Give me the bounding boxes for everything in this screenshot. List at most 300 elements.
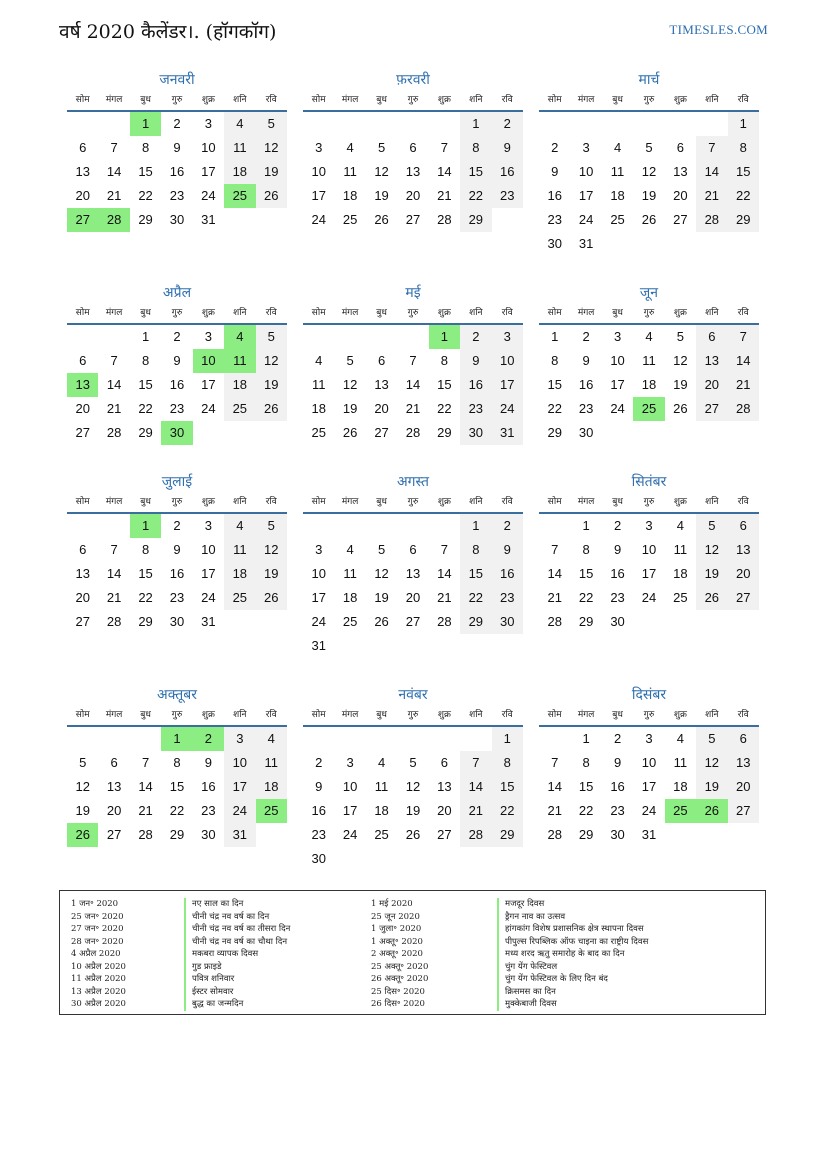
holiday-name: मुक्केबाजी दिवस — [497, 998, 648, 1011]
day-cell: 30 — [547, 236, 562, 251]
day-cell: 23 — [610, 803, 625, 818]
weekend-day: 26 — [256, 397, 287, 421]
empty-cell — [303, 112, 334, 136]
empty-cell — [665, 112, 696, 136]
weekday-label: रवि — [501, 710, 513, 720]
day-cell: 19 — [641, 188, 657, 203]
day-cell: 16 — [610, 566, 625, 581]
day-cell: 14 — [437, 566, 452, 581]
weekday-header — [303, 492, 523, 514]
weekday-label: मंगल — [341, 95, 359, 105]
day-cell: 2 — [173, 329, 181, 344]
weekday-label: शनि — [233, 308, 247, 318]
weekday-label: बुध — [140, 308, 151, 318]
weekday-label: बुध — [612, 308, 623, 318]
day-cell: 10 — [201, 140, 216, 155]
day-cell: 1 — [141, 329, 150, 344]
empty-cell — [397, 112, 428, 136]
weekend-day: 8 — [728, 136, 759, 160]
weekend-day: 15 — [460, 160, 491, 184]
day-cell: 31 — [201, 614, 216, 629]
day-cell: 5 — [377, 542, 386, 557]
weekday-label: रवि — [501, 308, 513, 318]
weekday-label: बुध — [376, 710, 387, 720]
weekend-day: 25 — [224, 397, 255, 421]
empty-cell — [67, 325, 98, 349]
empty-cell — [334, 112, 365, 136]
day-cell: 15 — [138, 377, 153, 392]
empty-cell — [303, 325, 334, 349]
holiday-name: चीनी चंद्र नव वर्ष का चौथा दिन — [184, 936, 290, 949]
empty-cell — [366, 727, 397, 751]
day-cell: 18 — [342, 188, 358, 203]
holiday-name: चुंग येंग फेस्टिवल — [497, 961, 648, 974]
day-cell: 7 — [141, 755, 150, 770]
day-cell: 9 — [582, 353, 590, 368]
day-cell: 29 — [138, 212, 153, 227]
weekend-day: 5 — [256, 514, 287, 538]
empty-cell — [98, 514, 129, 538]
day-cell: 3 — [204, 518, 213, 533]
weekday-label: शुक्र — [437, 95, 451, 105]
day-grid — [539, 514, 759, 634]
day-cell: 9 — [173, 140, 181, 155]
day-cell: 22 — [138, 401, 153, 416]
day-cell: 25 — [673, 590, 688, 605]
day-cell: 6 — [409, 542, 417, 557]
day-cell: 12 — [673, 353, 688, 368]
weekday-label: सोम — [547, 710, 562, 720]
weekend-day: 29 — [728, 208, 759, 232]
holiday-day: 28 — [98, 208, 129, 232]
day-cell: 30 — [610, 614, 625, 629]
weekend-day: 4 — [224, 112, 255, 136]
day-grid — [67, 325, 287, 445]
day-cell: 8 — [582, 542, 590, 557]
weekday-label: बुध — [140, 497, 151, 507]
day-cell: 9 — [204, 755, 213, 770]
weekend-day: 16 — [460, 373, 491, 397]
weekday-label: शुक्र — [201, 95, 215, 105]
weekday-label: शनि — [705, 308, 719, 318]
holiday-name: मकबरा व्यापक दिवस — [184, 948, 290, 961]
weekday-label: बुध — [140, 95, 151, 105]
day-cell: 18 — [311, 401, 326, 416]
holiday-date: 1 जुला॰ 2020 — [371, 924, 422, 934]
day-cell: 24 — [201, 590, 216, 605]
day-cell: 26 — [405, 827, 421, 842]
day-cell: 14 — [405, 377, 421, 392]
day-cell: 17 — [201, 164, 216, 179]
month-name: अप्रैल — [162, 285, 192, 301]
weekend-day: 7 — [728, 325, 759, 349]
weekday-label: गुरु — [407, 710, 419, 720]
day-cell: 21 — [547, 803, 562, 818]
day-cell: 16 — [169, 566, 185, 581]
day-cell: 4 — [346, 542, 354, 557]
empty-cell — [539, 514, 570, 538]
weekend-day: 10 — [492, 349, 523, 373]
day-cell: 21 — [106, 590, 122, 605]
weekend-day: 17 — [224, 775, 255, 799]
weekend-day: 26 — [256, 586, 287, 610]
day-cell: 22 — [437, 401, 452, 416]
weekday-label: सोम — [311, 95, 326, 105]
day-cell: 2 — [613, 731, 622, 746]
day-cell: 15 — [578, 779, 594, 794]
holiday-name: पीपुल्स रिपब्लिक ऑफ चाइना का राष्ट्रीय दिवस — [497, 936, 648, 949]
weekday-label: गुरु — [643, 308, 655, 318]
day-cell: 17 — [311, 188, 326, 203]
month-name: सितंबर — [631, 474, 667, 490]
weekday-label: शनि — [233, 95, 247, 105]
weekday-label: शनि — [469, 497, 483, 507]
weekday-label: शनि — [233, 710, 247, 720]
holiday-day: 27 — [67, 208, 98, 232]
weekday-header — [539, 705, 759, 727]
day-cell: 11 — [343, 164, 357, 179]
weekday-label: बुध — [376, 497, 387, 507]
empty-cell — [303, 727, 334, 751]
holiday-day: 1 — [161, 727, 192, 751]
day-cell: 13 — [405, 566, 421, 581]
weekday-label: शनि — [705, 710, 719, 720]
empty-cell — [570, 112, 601, 136]
weekend-day: 9 — [460, 349, 491, 373]
weekday-header — [539, 90, 759, 112]
day-cell: 12 — [641, 164, 657, 179]
day-cell: 15 — [138, 566, 153, 581]
weekend-day: 29 — [460, 610, 491, 634]
day-cell: 4 — [645, 329, 653, 344]
day-cell: 17 — [610, 377, 625, 392]
day-cell: 28 — [138, 827, 153, 842]
day-cell: 22 — [138, 590, 153, 605]
day-cell: 27 — [374, 425, 389, 440]
day-cell: 8 — [173, 755, 181, 770]
weekend-day: 5 — [696, 727, 727, 751]
day-cell: 18 — [342, 590, 358, 605]
weekend-day: 13 — [696, 349, 727, 373]
month-block — [303, 70, 523, 232]
day-cell: 17 — [342, 803, 358, 818]
day-cell: 5 — [377, 140, 386, 155]
weekday-header — [303, 303, 523, 325]
day-cell: 13 — [437, 779, 452, 794]
weekday-label: रवि — [501, 95, 513, 105]
day-cell: 23 — [578, 401, 594, 416]
day-cell: 23 — [610, 590, 625, 605]
weekend-day: 16 — [492, 562, 523, 586]
empty-cell — [366, 325, 397, 349]
weekend-day: 8 — [492, 751, 523, 775]
day-cell: 22 — [578, 803, 594, 818]
day-cell: 10 — [311, 566, 326, 581]
weekend-day: 9 — [492, 136, 523, 160]
weekend-day: 27 — [696, 397, 727, 421]
day-cell: 21 — [106, 188, 122, 203]
month-block — [303, 685, 523, 871]
day-cell: 19 — [75, 803, 90, 818]
month-block — [303, 472, 523, 658]
weekend-day: 12 — [696, 538, 727, 562]
holiday-dates-col-2 — [371, 898, 428, 1011]
weekend-day: 2 — [492, 112, 523, 136]
empty-cell — [460, 727, 491, 751]
weekend-day: 1 — [492, 727, 523, 751]
site-name[interactable]: TIMESLES.COM — [669, 22, 768, 37]
holiday-date: 2 अक्तू॰ 2020 — [371, 949, 423, 959]
day-cell: 26 — [641, 212, 657, 227]
day-cell: 31 — [578, 236, 594, 251]
holiday-day: 10 — [193, 349, 224, 373]
holiday-date: 1 जन॰ 2020 — [71, 899, 119, 909]
weekend-day: 15 — [492, 775, 523, 799]
weekday-label: रवि — [501, 497, 513, 507]
weekday-label: शनि — [705, 95, 719, 105]
weekday-label: सोम — [75, 710, 90, 720]
day-cell: 15 — [437, 377, 452, 392]
weekday-header — [67, 705, 287, 727]
day-grid — [67, 727, 287, 847]
weekday-label: रवि — [265, 710, 277, 720]
weekday-label: शनि — [469, 95, 483, 105]
day-cell: 27 — [673, 212, 688, 227]
empty-cell — [397, 727, 428, 751]
holiday-date: 25 दिस॰ 2020 — [371, 986, 425, 997]
holiday-names-col-1 — [184, 898, 290, 1011]
day-cell: 14 — [106, 566, 122, 581]
weekend-day: 21 — [728, 373, 759, 397]
day-cell: 16 — [610, 779, 625, 794]
weekday-label: बुध — [612, 95, 623, 105]
holiday-date: 11 अप्रैल 2020 — [71, 974, 126, 984]
day-cell: 5 — [676, 329, 685, 344]
day-cell: 7 — [110, 353, 118, 368]
weekday-label: शुक्र — [201, 497, 215, 507]
holiday-name: गुड फ्राइडे — [184, 961, 290, 974]
day-cell: 5 — [346, 353, 354, 368]
weekday-label: गुरु — [171, 497, 183, 507]
weekday-label: मंगल — [105, 497, 123, 507]
empty-cell — [334, 325, 365, 349]
day-cell: 7 — [110, 140, 118, 155]
day-cell: 10 — [578, 164, 594, 179]
weekday-label: गुरु — [643, 497, 655, 507]
weekend-day: 22 — [460, 586, 491, 610]
weekday-label: गुरु — [171, 95, 183, 105]
day-cell: 27 — [437, 827, 452, 842]
day-cell: 23 — [169, 188, 185, 203]
weekend-day: 12 — [696, 751, 727, 775]
weekend-day: 18 — [224, 562, 255, 586]
holiday-date: 28 जन॰ 2020 — [71, 936, 124, 947]
weekday-label: मंगल — [577, 95, 595, 105]
day-cell: 24 — [201, 188, 216, 203]
day-cell: 24 — [201, 401, 216, 416]
weekend-day: 8 — [460, 136, 491, 160]
day-cell: 11 — [673, 542, 688, 557]
day-cell: 14 — [106, 377, 122, 392]
day-cell: 11 — [374, 779, 389, 794]
empty-cell — [67, 112, 98, 136]
day-cell: 8 — [141, 140, 150, 155]
day-cell: 21 — [106, 401, 122, 416]
day-cell: 21 — [138, 803, 153, 818]
holiday-day: 11 — [224, 349, 255, 373]
holiday-date: 25 जन॰ 2020 — [71, 911, 124, 922]
weekday-header — [303, 90, 523, 112]
day-cell: 25 — [311, 425, 326, 440]
weekend-day: 14 — [460, 775, 491, 799]
month-block — [539, 283, 759, 445]
day-cell: 17 — [641, 779, 657, 794]
day-cell: 27 — [75, 614, 90, 629]
month-block — [67, 685, 287, 847]
day-cell: 12 — [374, 566, 389, 581]
day-cell: 11 — [343, 566, 357, 581]
holiday-date: 10 अप्रैल 2020 — [71, 961, 126, 972]
holiday-dates-col-1 — [71, 898, 126, 1011]
day-cell: 2 — [173, 518, 181, 533]
empty-cell — [67, 514, 98, 538]
day-cell: 13 — [106, 779, 122, 794]
day-cell: 22 — [578, 590, 594, 605]
weekday-label: गुरु — [171, 308, 183, 318]
day-cell: 20 — [106, 803, 122, 818]
weekend-day: 28 — [728, 397, 759, 421]
day-cell: 18 — [673, 566, 688, 581]
day-cell: 18 — [610, 188, 625, 203]
weekend-day: 13 — [728, 538, 759, 562]
day-cell: 10 — [201, 542, 216, 557]
weekday-label: शुक्र — [437, 710, 451, 720]
month-block — [67, 283, 287, 445]
day-cell: 24 — [641, 803, 657, 818]
day-cell: 19 — [374, 188, 389, 203]
weekday-label: रवि — [737, 497, 749, 507]
weekday-label: शुक्र — [673, 95, 687, 105]
day-cell: 28 — [437, 614, 452, 629]
empty-cell — [397, 325, 428, 349]
day-cell: 19 — [405, 803, 421, 818]
day-cell: 23 — [311, 827, 326, 842]
day-cell: 13 — [374, 377, 389, 392]
day-cell: 21 — [405, 401, 421, 416]
weekend-day: 4 — [224, 514, 255, 538]
weekend-day: 22 — [492, 799, 523, 823]
day-grid — [67, 112, 287, 232]
weekend-day: 3 — [492, 325, 523, 349]
empty-cell — [539, 727, 570, 751]
day-cell: 17 — [201, 377, 216, 392]
day-cell: 10 — [641, 542, 657, 557]
weekday-label: मंगल — [105, 710, 123, 720]
weekend-day: 16 — [492, 160, 523, 184]
weekday-label: शुक्र — [437, 308, 451, 318]
day-cell: 16 — [547, 188, 562, 203]
day-cell: 1 — [582, 731, 590, 746]
day-cell: 11 — [642, 353, 656, 368]
day-cell: 23 — [547, 212, 562, 227]
weekend-day: 12 — [256, 136, 287, 160]
day-cell: 4 — [346, 140, 354, 155]
day-cell: 31 — [641, 827, 657, 842]
weekend-day: 22 — [728, 184, 759, 208]
day-cell: 9 — [551, 164, 559, 179]
weekend-day: 31 — [492, 421, 523, 445]
day-cell: 25 — [374, 827, 389, 842]
day-grid — [303, 727, 523, 871]
day-cell: 28 — [106, 425, 122, 440]
day-cell: 30 — [311, 851, 326, 866]
holiday-day: 25 — [665, 799, 696, 823]
weekday-label: सोम — [75, 95, 90, 105]
day-cell: 2 — [551, 140, 559, 155]
day-cell: 2 — [315, 755, 323, 770]
day-cell: 13 — [75, 164, 90, 179]
holiday-day: 25 — [224, 184, 255, 208]
day-cell: 5 — [409, 755, 417, 770]
weekday-label: रवि — [265, 497, 277, 507]
day-cell: 9 — [315, 779, 323, 794]
weekend-day: 23 — [492, 586, 523, 610]
day-cell: 2 — [613, 518, 622, 533]
day-cell: 13 — [673, 164, 688, 179]
day-cell: 6 — [79, 542, 87, 557]
weekend-day: 8 — [460, 538, 491, 562]
weekend-day: 6 — [728, 514, 759, 538]
holiday-name: पवित्र शनिवार — [184, 973, 290, 986]
day-cell: 30 — [169, 212, 185, 227]
weekday-label: बुध — [612, 710, 623, 720]
weekend-day: 14 — [728, 349, 759, 373]
day-cell: 1 — [582, 518, 590, 533]
holiday-date: 30 अप्रैल 2020 — [71, 999, 126, 1009]
month-name: दिसंबर — [631, 687, 667, 703]
day-cell: 15 — [547, 377, 562, 392]
day-cell: 10 — [311, 164, 326, 179]
weekend-day: 18 — [256, 775, 287, 799]
weekend-day: 10 — [224, 751, 255, 775]
day-cell: 7 — [551, 542, 559, 557]
weekend-day: 26 — [696, 586, 727, 610]
empty-cell — [429, 727, 460, 751]
day-cell: 1 — [551, 329, 559, 344]
weekday-label: शुक्र — [201, 308, 215, 318]
empty-cell — [98, 727, 129, 751]
month-name: जनवरी — [159, 72, 195, 88]
day-cell: 14 — [106, 164, 122, 179]
weekend-day: 19 — [256, 160, 287, 184]
weekend-day: 5 — [256, 325, 287, 349]
holiday-name: चुंग येंग फेस्टिवल के लिए दिन बंद — [497, 973, 648, 986]
day-cell: 24 — [311, 212, 326, 227]
weekday-header — [67, 303, 287, 325]
weekday-label: रवि — [737, 95, 749, 105]
day-cell: 8 — [440, 353, 449, 368]
day-grid — [303, 112, 523, 232]
holiday-name: क्रिसमस का दिन — [497, 986, 648, 999]
weekday-label: मंगल — [577, 308, 595, 318]
day-cell: 10 — [610, 353, 625, 368]
day-cell: 7 — [551, 755, 559, 770]
day-cell: 17 — [641, 566, 657, 581]
weekday-label: गुरु — [407, 308, 419, 318]
weekend-day: 20 — [696, 373, 727, 397]
day-cell: 4 — [613, 140, 622, 155]
day-cell: 22 — [169, 803, 185, 818]
